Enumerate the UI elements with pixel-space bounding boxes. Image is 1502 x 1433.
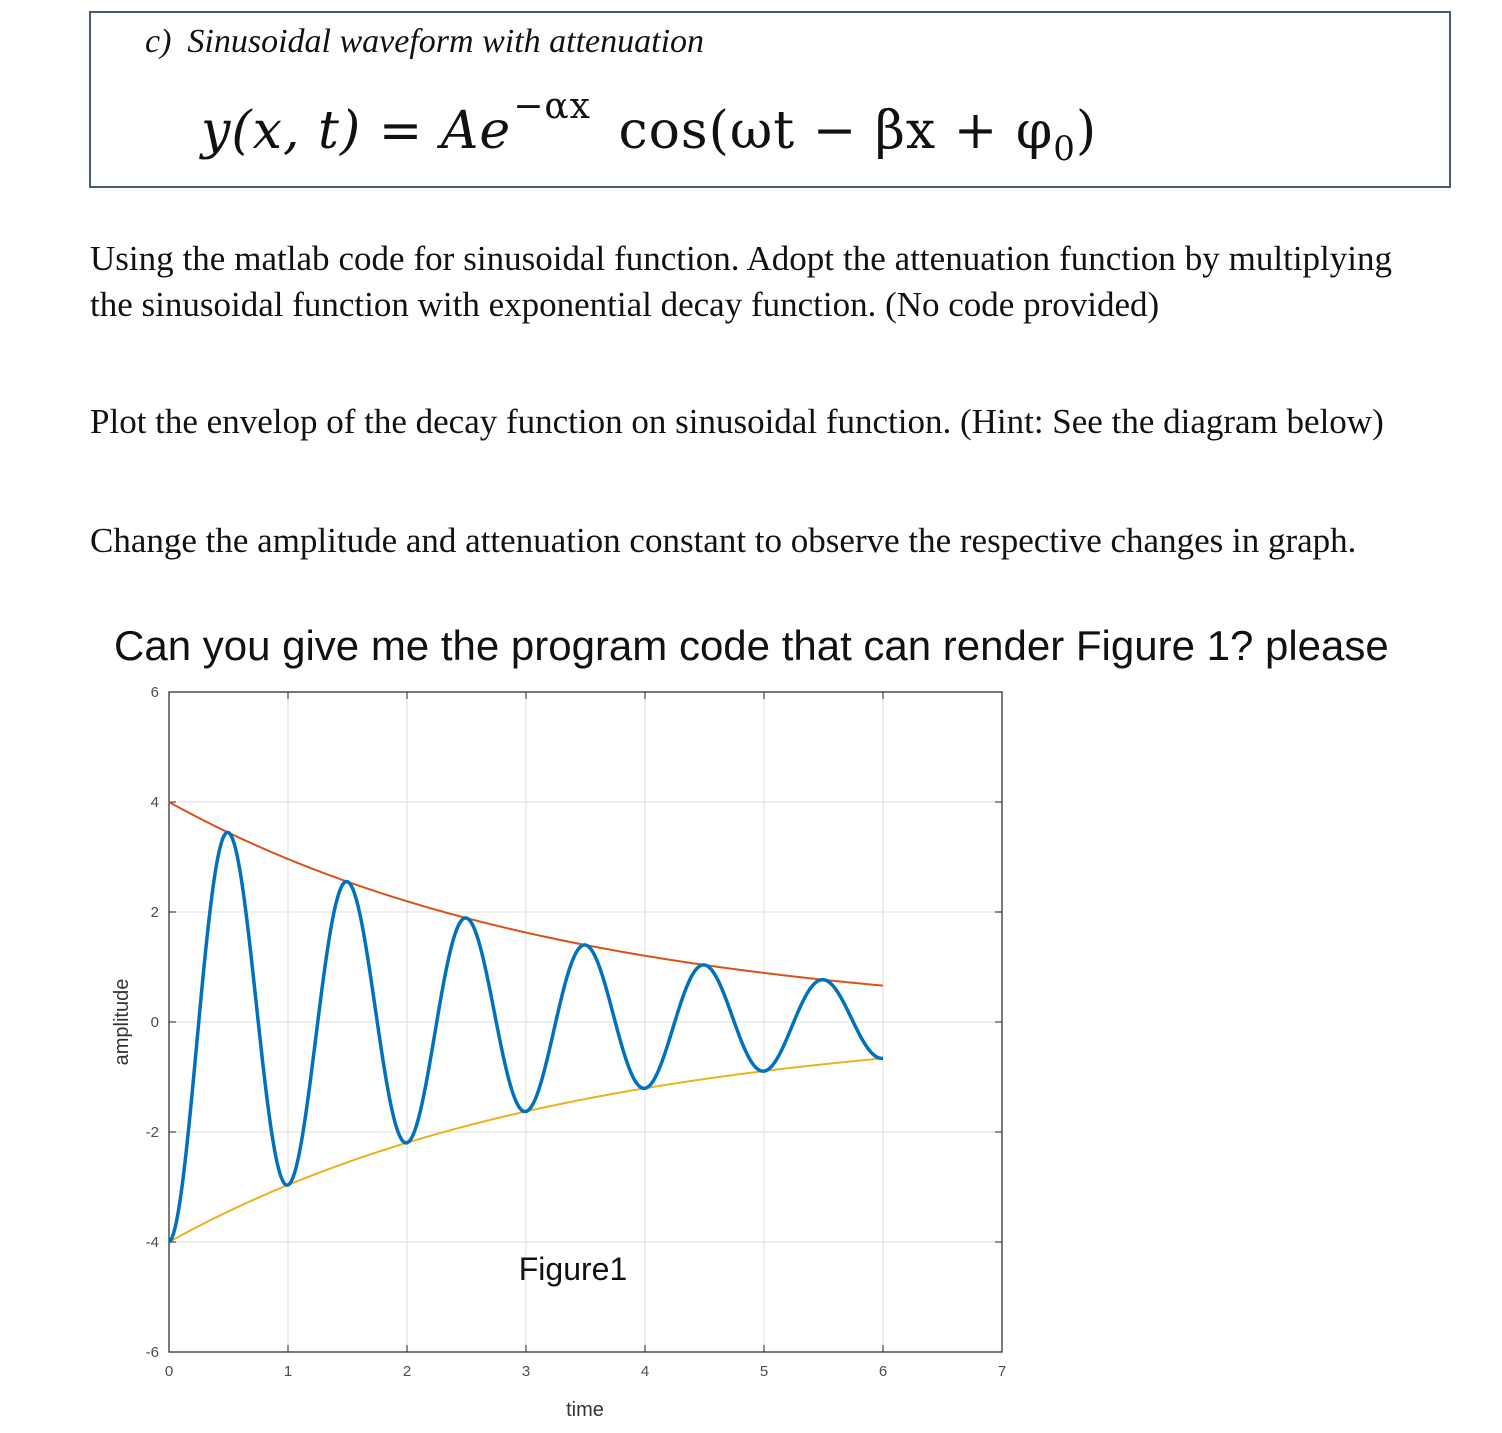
x-axis-label: time — [566, 1399, 604, 1421]
section-title: Sinusoidal waveform with attenuation — [187, 23, 705, 60]
section-heading — [145, 23, 704, 61]
y-tick-label: 4 — [150, 794, 159, 811]
y-tick-label: -4 — [145, 1234, 159, 1251]
figure-annotation: Figure1 — [518, 1251, 628, 1287]
x-tick-label: 1 — [283, 1363, 293, 1380]
x-tick-label: 0 — [164, 1363, 174, 1380]
figure-1-chart — [0, 660, 1502, 1433]
formula-rhs: cos(ωt − βx + φ — [600, 101, 1054, 161]
x-tick-label: 3 — [521, 1363, 531, 1380]
y-tick-label: -2 — [145, 1124, 159, 1141]
y-tick-label: 6 — [150, 684, 159, 701]
instruction-paragraph-2: Plot the envelop of the decay function on sinusoidal function. (Hint: See the diagram below) — [90, 402, 1384, 441]
x-tick-label: 4 — [640, 1363, 650, 1380]
x-tick-label: 5 — [759, 1363, 769, 1380]
y-tick-label: 2 — [150, 904, 159, 921]
instruction-paragraph-3: Change the amplitude and attenuation constant to observe the respective changes in graph. — [90, 521, 1357, 560]
x-tick-label: 6 — [878, 1363, 888, 1380]
formula-end: ) — [1075, 101, 1098, 161]
y-tick-label: 0 — [150, 1014, 159, 1031]
section-label: c) — [145, 23, 172, 60]
formula-box — [89, 11, 1451, 188]
formula-subscript: 0 — [1053, 129, 1076, 169]
x-tick-label: 7 — [997, 1363, 1007, 1380]
instruction-paragraph-1: Using the matlab code for sinusoidal function. Adopt the attenuation function by multiplying the sinusoidal function with exponential decay function. (No code provided) — [90, 239, 1392, 324]
formula-lhs: y(x, t) = Ae — [201, 101, 512, 161]
x-tick-label: 2 — [402, 1363, 412, 1380]
y-axis-label: amplitude — [111, 978, 133, 1066]
formula-exponent: −αx — [513, 86, 591, 127]
attenuation-formula — [201, 86, 1098, 169]
y-tick-label: -6 — [145, 1344, 159, 1361]
user-question: Can you give me the program code that can render Figure 1? please — [114, 622, 1389, 669]
